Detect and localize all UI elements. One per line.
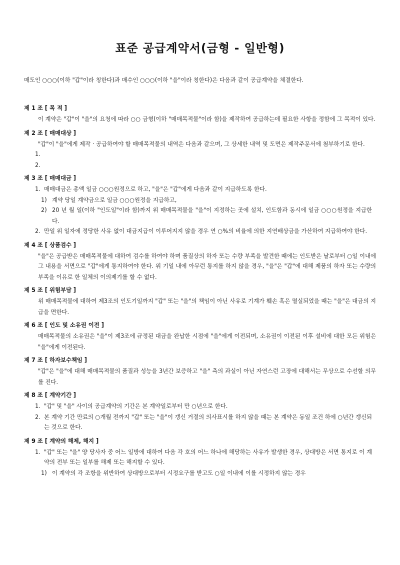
- article-4: [24, 241, 376, 287]
- subclause-number: 2): [41, 208, 47, 214]
- article-5: [24, 286, 376, 321]
- article-heading: 제 5 조 [ 위험부담 ]: [24, 288, 77, 294]
- article-paragraph: 매매목적물의 소유권은 "을"이 제3조에 규정된 대금을 완납한 시점에 "을"에게 이전되며, 소유권이 이전된 이후 설비에 대한 모든 위험은 "을"에게 이전된다.: [38, 334, 376, 351]
- clause-item: [24, 161, 376, 172]
- clause-text: "갑" 또는 "을" 양 당사자 중 어느 일방에 대하여 다음 각 호의 어느 하나에 해당하는 사유가 발생한 경우, 상대방은 서면 통지로 이 계약의 전부 또는 일부를 해제 또는 해지할 수 있다.: [44, 449, 372, 466]
- clause-number: 1.: [35, 187, 41, 193]
- article-3: [24, 174, 376, 241]
- article-8: [24, 391, 376, 437]
- article-paragraph: "을"은 공급받은 매매목적물에 대하여 검수를 하여야 하며 품질상의 하자 또는 수량 부족을 발견한 때에는 인도받은 날로부터 ○일 이내에 그 내용을 서면으로 "갑"에게 통지하여야 한다. 위 기일 내에 아무런 통지를 하지 않을 경우, "을"은 "갑"에 대해 제품의 하자 또는 수량의 부족을 이유로 한 일체의 이의제기를 할 수 없다.: [38, 253, 376, 281]
- subclause-number: 1): [41, 470, 47, 477]
- article-heading: 제 3 조 [ 매매대금 ]: [24, 176, 77, 182]
- clause-item: [24, 150, 376, 161]
- subclause-item: [24, 196, 376, 207]
- subclause-item: [24, 469, 376, 480]
- clause-item: [24, 413, 376, 434]
- intro-paragraph: 매도인 ○○○(이하 "갑"이라 칭한다)과 매수인 ○○○(이하 "을"이라 칭한다)은 다음과 같이 공급계약을 체결한다.: [24, 78, 304, 84]
- clause-item: [24, 402, 376, 413]
- article-heading: 제 7 조 [ 하자보수책임 ]: [24, 358, 88, 364]
- article-spacer: [24, 479, 376, 482]
- clause-number: 2.: [35, 162, 41, 169]
- clause-text: "갑" 및 "을" 사이의 공급계약의 기간은 본 계약일로부터 만 ○년으로 한다.: [44, 404, 228, 410]
- article-paragraph: 위 매매목적물에 대하여 제3조의 인도기일까지 "갑" 또는 "을"의 책임이 아닌 사유로 기계가 훼손 혹은 멸실되었을 때는 "을"은 대금의 지급을 면한다.: [38, 299, 376, 316]
- article-heading: 제 8 조 [ 계약기간 ]: [24, 393, 77, 399]
- article-1: [24, 104, 376, 129]
- article-7: [24, 356, 376, 391]
- clause-item: [24, 185, 376, 196]
- article-paragraph: 이 계약은 "갑"이 "을"의 요청에 따라 ○○ 금형(이하 "매매목적물"이라 함)을 제작하여 공급하는데 필요한 사항을 정함에 그 목적이 있다.: [38, 117, 376, 123]
- clause-number: 1.: [35, 152, 41, 158]
- article-heading: 제 9 조 [ 계약의 해제, 해지 ]: [24, 438, 99, 445]
- article-6: [24, 321, 376, 356]
- contract-body: [24, 104, 376, 482]
- article-paragraph: "갑"은 "을"에 대해 매매목적물의 품질과 성능을 3년간 보증하고 "을" 측의 과실이 아닌 자연스런 고장에 대해서는 무상으로 수선할 의무를 진다.: [38, 369, 376, 386]
- article-heading: 제 2 조 [ 매매대상 ]: [24, 130, 77, 137]
- clause-number: 2.: [35, 414, 41, 421]
- clause-number: 1.: [35, 404, 41, 410]
- article-heading: 제 1 조 [ 목 적 ]: [24, 106, 68, 112]
- subclause-text: 이 계약의 각 조항을 위반하여 상대방으로부터 시정요구를 받고도 ○일 이내에 이를 시정하지 않는 경우: [52, 470, 306, 477]
- article-9: [24, 437, 376, 483]
- clause-item: [24, 448, 376, 469]
- clause-text: 본 계약 기간 만료의 ○개월 전까지 "갑" 또는 "을"이 갱신 거절의 의사표시를 하지 않을 때는 본 계약은 동일 조건 하에 ○년간 갱신되는 것으로 한다.: [44, 414, 372, 431]
- article-2: [24, 129, 376, 175]
- clause-text: 만일 위 일자에 정당한 사유 없이 대금지급이 이루어지지 않을 경우 연 ○%의 비율에 의한 지연배상금을 가산하여 지급하여야 한다.: [44, 229, 368, 235]
- clause-number: 1.: [35, 449, 41, 456]
- clause-number: 2.: [35, 229, 41, 235]
- clause-text: 매매대금은 총액 일금 ○○○원정으로 하고, "을"은 "갑"에게 다음과 같이 지급하도록 한다.: [44, 187, 267, 193]
- clause-item: [24, 227, 376, 238]
- article-heading: 제 4 조 [ 상품검수 ]: [24, 242, 77, 249]
- subclause-text: 계약 당일 계약금으로 일금 ○○○원정을 지급하고,: [52, 197, 177, 204]
- article-heading: 제 6 조 [ 인도 및 소유권 이전 ]: [24, 323, 104, 329]
- subclause-number: 1): [41, 197, 47, 204]
- subclause-text: 20 년 월 일(이하 "인도일"이라 함)까지 위 매매목적물을 "을"이 지정하는 곳에 설치, 인도함과 동시에 일금 ○○○원정을 지급한다.: [52, 208, 372, 225]
- article-paragraph: "갑"이 "을"에게 제작 · 공급하여야 할 매매목적물의 내역은 다음과 같으며, 그 상세한 내역 및 도면은 제작주문서에 첨부하기로 한다.: [38, 141, 365, 148]
- subclause-item: [24, 206, 376, 227]
- document-title: 표준 공급계약서(금형 - 일반형): [115, 41, 285, 55]
